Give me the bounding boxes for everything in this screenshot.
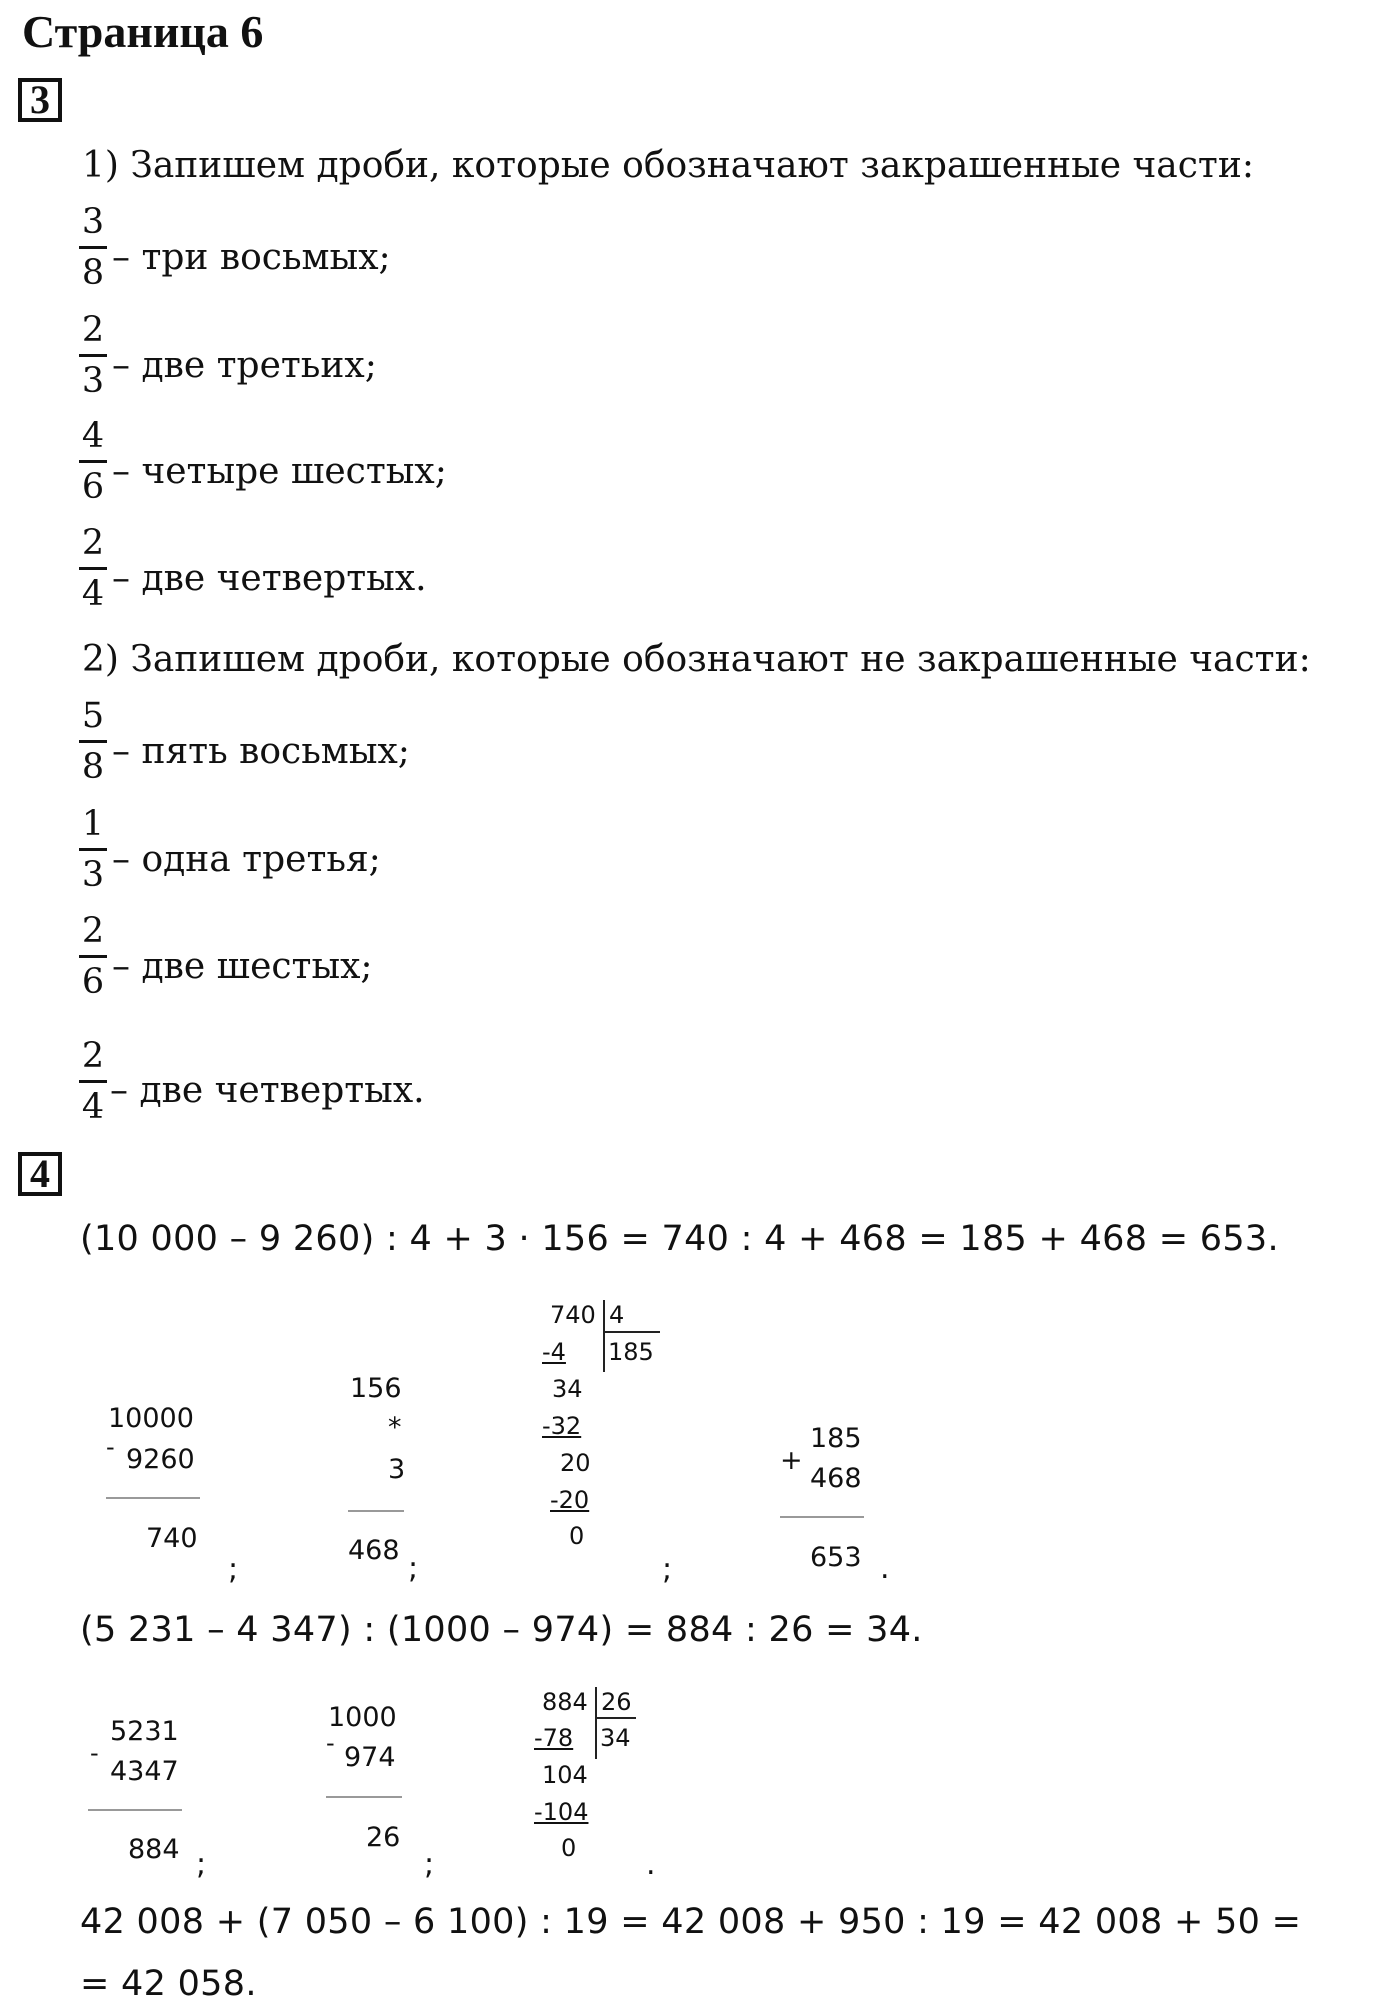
- fraction-words: – пять восьмых;: [112, 731, 410, 772]
- fraction-numerator: 4: [81, 416, 105, 456]
- result-line: [780, 1516, 864, 1518]
- result-line: [326, 1796, 402, 1798]
- separator: ;: [408, 1551, 419, 1586]
- division-horizontal-line: [604, 1331, 660, 1333]
- multiplicand: 156: [350, 1373, 402, 1404]
- fraction-numerator: 2: [81, 310, 105, 350]
- fraction-bar: [79, 354, 107, 357]
- fraction-item: [78, 804, 108, 895]
- fraction-words: – одна третья;: [112, 839, 381, 880]
- task-number-4: 4: [18, 1152, 62, 1196]
- subtrahend: 4347: [110, 1756, 179, 1787]
- fraction-bar: [79, 955, 107, 958]
- divisor: 26: [601, 1688, 632, 1716]
- division-vertical-line: [595, 1687, 597, 1759]
- fraction-numerator: 1: [81, 804, 105, 844]
- fraction-bar: [79, 1080, 107, 1083]
- fraction-item: [78, 416, 108, 507]
- quotient: 34: [600, 1724, 631, 1752]
- fraction-denominator: 6: [81, 466, 105, 507]
- division-step: 104: [542, 1761, 588, 1789]
- fraction-bar: [79, 246, 107, 249]
- fraction-denominator: 8: [81, 746, 105, 787]
- separator: .: [880, 1551, 890, 1586]
- addend: 468: [810, 1463, 862, 1494]
- fraction-bar: [79, 460, 107, 463]
- divisor: 4: [609, 1301, 625, 1329]
- dividend: 884: [542, 1688, 588, 1716]
- fraction-denominator: 6: [81, 961, 105, 1002]
- division-horizontal-line: [596, 1717, 636, 1719]
- separator: ;: [228, 1552, 239, 1587]
- minus-sign: -: [90, 1739, 99, 1767]
- fraction-denominator: 3: [81, 854, 105, 895]
- minus-sign: -: [326, 1729, 335, 1757]
- division-step: -4: [542, 1338, 566, 1366]
- division-step: -78: [534, 1724, 574, 1752]
- separator: ;: [196, 1847, 207, 1882]
- difference: 884: [128, 1834, 180, 1865]
- result-line: [106, 1497, 200, 1499]
- fraction-bar: [79, 848, 107, 851]
- division-step: 0: [561, 1834, 577, 1862]
- fraction-numerator: 3: [81, 202, 105, 242]
- fraction-denominator: 8: [81, 252, 105, 293]
- fraction-denominator: 3: [81, 360, 105, 401]
- division-step: -104: [534, 1798, 589, 1826]
- fraction-words: – две четвертых.: [110, 1070, 425, 1111]
- division-step: 0: [569, 1522, 585, 1550]
- sum: 653: [810, 1542, 862, 1573]
- multiplier: 3: [388, 1454, 406, 1485]
- division-vertical-line: [603, 1300, 605, 1372]
- minus-sign: -: [106, 1433, 115, 1461]
- fraction-numerator: 5: [81, 696, 105, 736]
- expression-3-line-1: 42 008 + (7 050 – 6 100) : 19 = 42 008 + 950 : 19 = 42 008 + 50 =: [80, 1902, 1302, 1942]
- fraction-item: [78, 911, 108, 1002]
- quotient: 185: [608, 1338, 654, 1366]
- fraction-words: – две третьих;: [112, 345, 377, 386]
- expression-2: (5 231 – 4 347) : (1000 – 974) = 884 : 26 = 34.: [80, 1610, 923, 1650]
- page-title: Страница 6: [22, 6, 264, 57]
- addend: 185: [810, 1423, 862, 1454]
- product: 468: [348, 1535, 400, 1566]
- minuend: 10000: [108, 1403, 194, 1434]
- fraction-item: [78, 696, 108, 787]
- expression-1: (10 000 – 9 260) : 4 + 3 · 156 = 740 : 4 + 468 = 185 + 468 = 653.: [80, 1219, 1279, 1259]
- task3-part2-heading: 2) Запишем дроби, которые обозначают не закрашенные части:: [82, 639, 1311, 680]
- fraction-denominator: 4: [81, 573, 105, 614]
- fraction-bar: [79, 740, 107, 743]
- division-step: -32: [542, 1412, 582, 1440]
- difference: 740: [146, 1523, 198, 1554]
- task3-part1-heading: 1) Запишем дроби, которые обозначают закрашенные части:: [82, 145, 1254, 186]
- division-step: 20: [560, 1449, 591, 1477]
- multiply-sign: *: [388, 1412, 402, 1443]
- fraction-numerator: 2: [81, 911, 105, 951]
- result-line: [348, 1510, 404, 1512]
- fraction-item: [78, 310, 108, 401]
- fraction-words: – две шестых;: [112, 946, 373, 987]
- division-step: -20: [550, 1486, 590, 1514]
- minuend: 1000: [328, 1702, 397, 1733]
- fraction-words: – три восьмых;: [112, 237, 391, 278]
- separator: ;: [662, 1552, 673, 1587]
- dividend: 740: [550, 1301, 596, 1329]
- fraction-item: [78, 1036, 108, 1127]
- subtrahend: 974: [344, 1742, 396, 1773]
- fraction-item: [78, 523, 108, 614]
- fraction-numerator: 2: [81, 1036, 105, 1076]
- plus-sign: +: [780, 1445, 803, 1476]
- fraction-denominator: 4: [81, 1086, 105, 1127]
- fraction-words: – четыре шестых;: [112, 451, 447, 492]
- separator: ;: [424, 1847, 435, 1882]
- expression-3-line-2: = 42 058.: [80, 1964, 257, 2004]
- fraction-words: – две четвертых.: [112, 558, 427, 599]
- subtrahend: 9260: [126, 1444, 195, 1475]
- fraction-bar: [79, 567, 107, 570]
- result-line: [88, 1809, 182, 1811]
- task-number-3: 3: [18, 78, 62, 122]
- difference: 26: [366, 1822, 401, 1853]
- division-step: 34: [552, 1375, 583, 1403]
- minuend: 5231: [110, 1716, 179, 1747]
- separator: .: [646, 1847, 656, 1882]
- fraction-numerator: 2: [81, 523, 105, 563]
- fraction-item: [78, 202, 108, 293]
